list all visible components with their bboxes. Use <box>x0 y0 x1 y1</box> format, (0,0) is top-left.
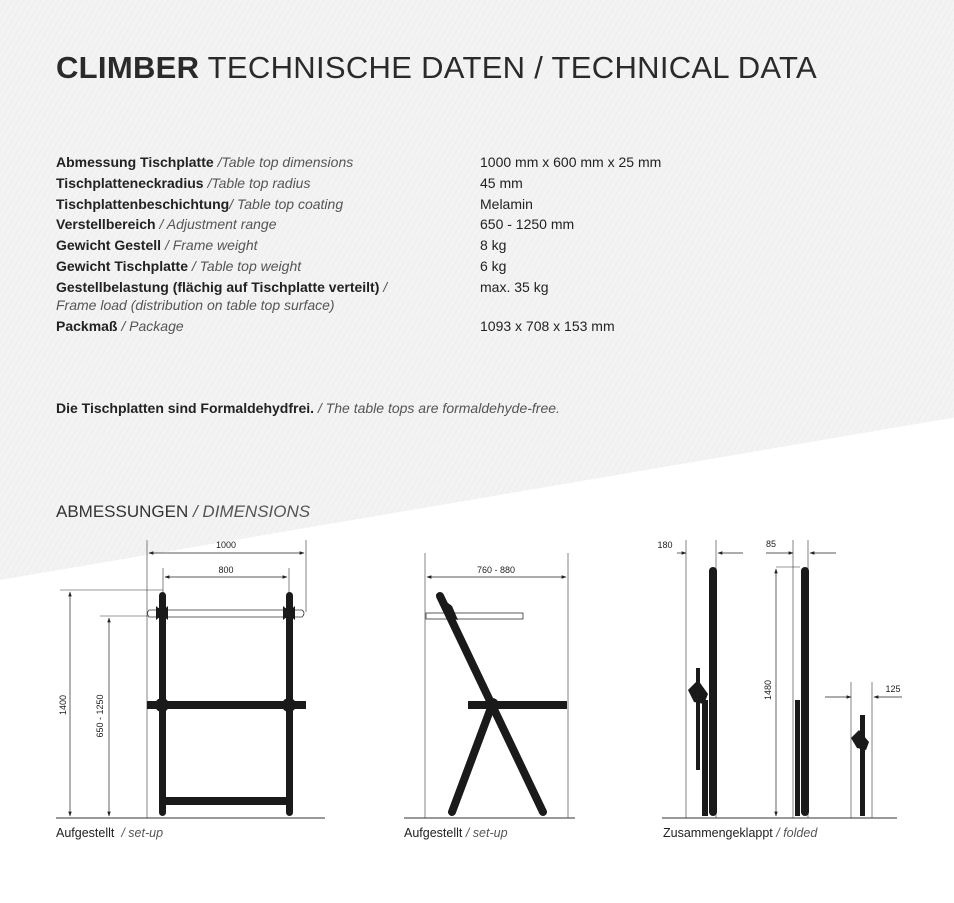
spec-value: 8 kg <box>480 237 507 254</box>
dimensions-heading-de: ABMESSUNGEN <box>56 502 189 521</box>
note-en: / The table tops are formaldehyde-free. <box>317 400 560 416</box>
spec-label-en: /Table top radius <box>207 174 311 191</box>
caption-en: / set-up <box>465 826 508 840</box>
front-view-drawing <box>56 540 325 818</box>
spec-label-de: Packmaß <box>56 317 118 334</box>
spec-value: 6 kg <box>480 257 507 274</box>
spec-label-en: / Table top weight <box>191 257 302 274</box>
folded-depth-c-label: 125 <box>885 684 901 694</box>
title-product: CLIMBER <box>56 50 200 85</box>
spec-label-en: / Adjustment range <box>159 216 277 233</box>
front-height-range-label: 650 - 1250 <box>95 694 105 738</box>
caption-front-view <box>56 826 163 840</box>
spec-label-en: /Table top dimensions <box>217 154 354 170</box>
spec-label-de: Gewicht Gestell <box>56 237 162 254</box>
spec-label-de: Verstellbereich <box>56 216 156 233</box>
spec-label-de: Tischplatteneckradius <box>56 174 204 191</box>
side-view-drawing <box>404 553 575 818</box>
spec-label-de: Tischplattenbeschichtung <box>56 195 230 212</box>
caption-de: Zusammengeklappt <box>663 826 773 840</box>
note-de: Die Tischplatten sind Formaldehydfrei. <box>56 400 315 416</box>
folded-height-label: 1480 <box>763 679 773 701</box>
title-rest: TECHNISCHE DATEN / TECHNICAL DATA <box>207 50 817 85</box>
caption-en: / set-up <box>121 826 164 840</box>
caption-en: / folded <box>776 826 818 840</box>
dimensions-heading-en: / DIMENSIONS <box>192 502 311 521</box>
front-width-total-label: 1000 <box>215 540 237 550</box>
spec-value: Melamin <box>480 195 533 212</box>
folded-depth-a-label: 180 <box>657 540 673 550</box>
front-width-inner-label: 800 <box>218 565 234 575</box>
spec-label-en: / Package <box>121 317 184 334</box>
spec-value: 1093 x 708 x 153 mm <box>480 317 615 334</box>
spec-label-de: Gestellbelastung (flächig auf Tischplatte verteilt) <box>56 278 380 295</box>
folded-view-drawing <box>657 539 902 818</box>
folded-depth-b-label: 85 <box>765 539 777 549</box>
spec-label-en: / Table top coating <box>229 195 344 212</box>
spec-value: 1000 mm x 600 mm x 25 mm <box>480 154 662 170</box>
spec-label-de: Abmessung Tischplatte <box>56 154 214 170</box>
caption-folded-view <box>663 826 817 840</box>
spec-label-en: / Frame weight <box>164 237 258 254</box>
side-depth-label: 760 - 880 <box>476 565 516 575</box>
spec-label-de: Gewicht Tischplatte <box>56 257 188 274</box>
front-height-total-label: 1400 <box>58 694 68 716</box>
spec-label-en: Frame load (distribution on table top surface) <box>56 296 335 313</box>
spec-value: max. 35 kg <box>480 278 549 295</box>
spec-label-en: / <box>383 278 388 295</box>
caption-side-view <box>404 826 508 840</box>
spec-value: 45 mm <box>480 174 523 191</box>
spec-value: 650 - 1250 mm <box>480 216 575 233</box>
caption-de: Aufgestellt <box>404 826 463 840</box>
caption-de: Aufgestellt <box>56 826 115 840</box>
